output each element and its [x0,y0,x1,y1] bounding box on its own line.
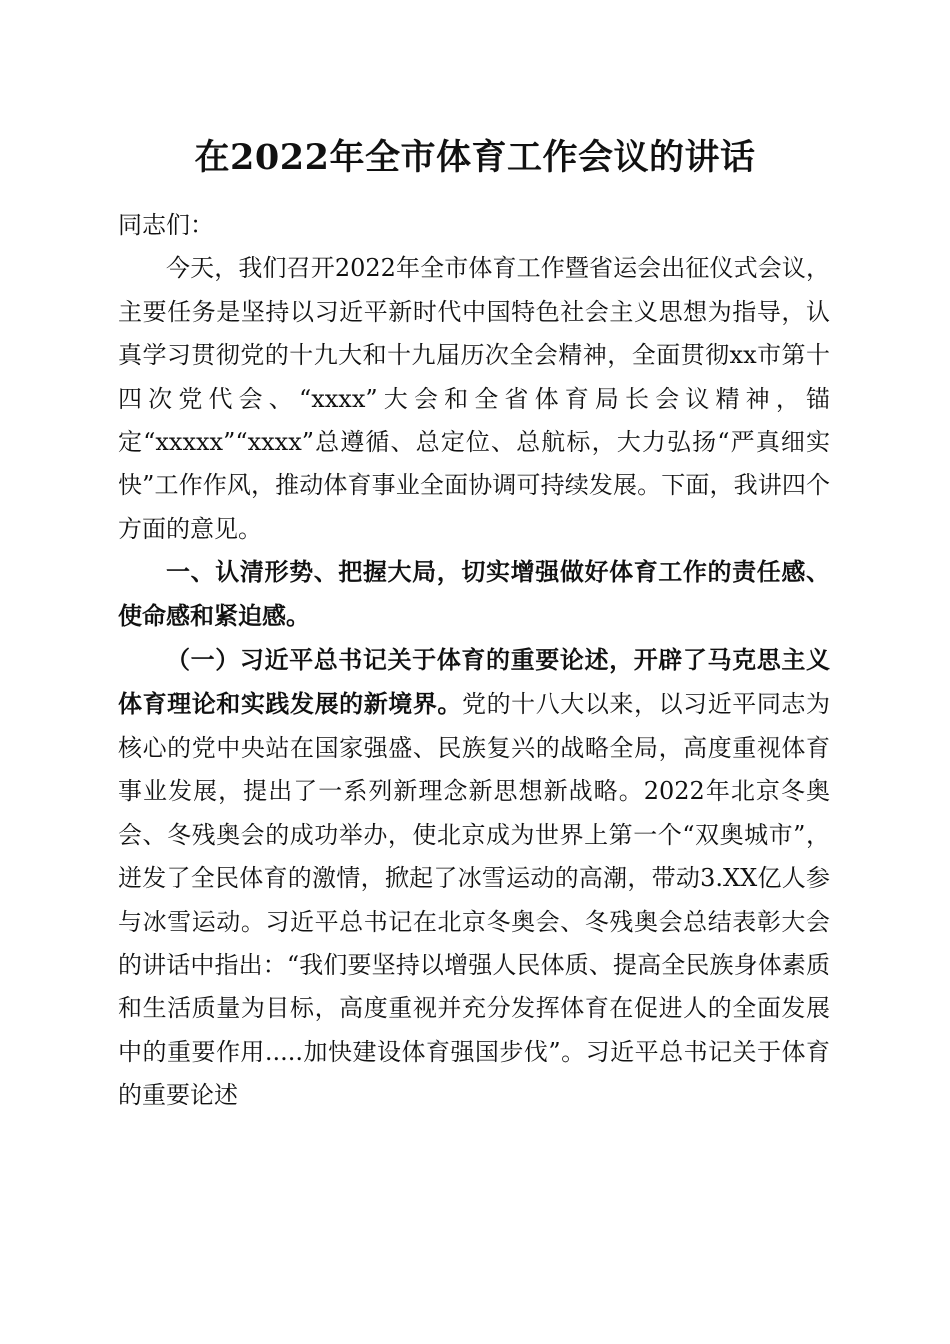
section-heading-1: 一、认清形势、把握大局，切实增强做好体育工作的责任感、使命感和紧迫感。 [118,558,830,630]
salutation: 同志们： [118,211,214,239]
subsection-paragraph-1 [118,638,830,1117]
document-body [118,204,830,1118]
document-title: 在2022年全市体育工作会议的讲话 [194,137,756,178]
subsection-body: 党的十八大以来，以习近平同志为核心的党中央站在国家强盛、民族复兴的战略全局，高度重视体育事业发展，提出了一系列新理念新思想新战略。2022年北京冬奥会、冬残奥会的成功举办，使北京成为世界上第一个“双奥城市”，迸发了全民体育的激情，掀起了冰雪运动的高潮，带动3.XX亿人参与冰雪运动。习近平总书记在北京冬奥会、冬残奥会总结表彰大会的讲话中指出：“我们要坚持以增强人民体质、提高全民族身体素质和生活质量为目标，高度重视并充分发挥体育在促进人的全面发展中的重要作用.....加快建设体育强国步伐”。习近平总书记关于体育的重要论述 [118,690,830,1110]
intro-paragraph: 今天，我们召开2022年全市体育工作暨省运会出征仪式会议，主要任务是坚持以习近平新时代中国特色社会主义思想为指导，认真学习贯彻党的十九大和十九届历次全会精神，全面贯彻xx市第十四次党代会、“xxxx”大会和全省体育局长会议精神，锚定“xxxxx”“xxxx”总遵循、总定位、总航标，大力弘扬“严真细实快”工作作风，推动体育事业全面协调可持续发展。下面，我讲四个方面的意见。 [118,254,830,543]
subsection-lead: （一）习近平总书记关于体育的重要论述，开辟了马克思主义体育理论和实践发展的新境界。 [118,645,830,719]
